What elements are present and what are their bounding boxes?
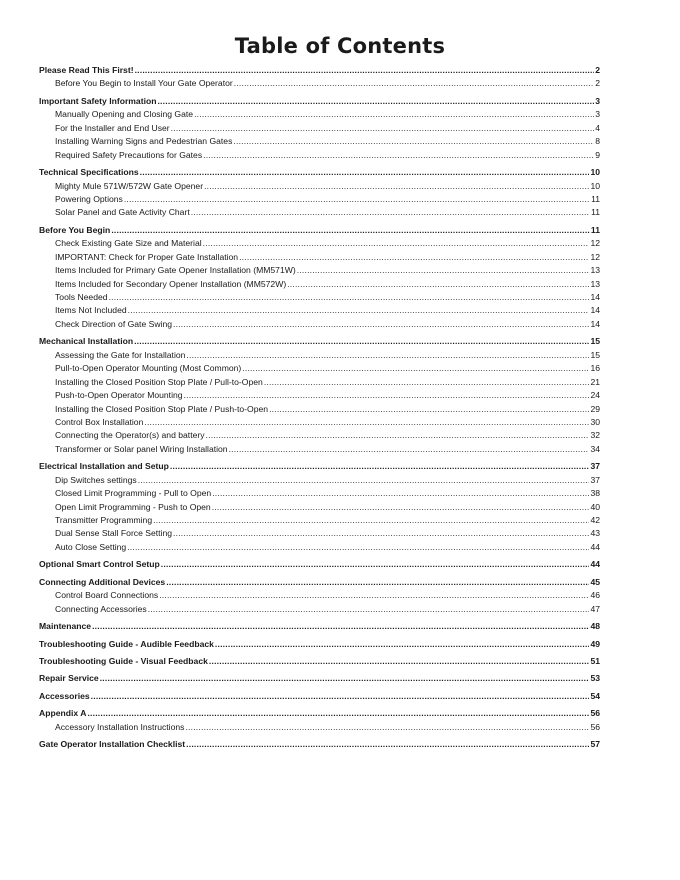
- toc-entry-label: Push-to-Open Operator Mounting: [55, 390, 183, 401]
- dot-leader: [157, 95, 594, 108]
- dot-leader: [203, 237, 590, 250]
- toc-entry[interactable]: [39, 135, 600, 148]
- toc-heading-label: Appendix A: [39, 708, 87, 719]
- toc-page-number: 11: [591, 193, 600, 204]
- toc-section-heading[interactable]: [39, 64, 600, 77]
- toc-page-number: 57: [590, 739, 600, 750]
- toc-page-number: 49: [590, 638, 600, 649]
- toc-section-heading[interactable]: [39, 224, 600, 237]
- toc-page-number: 15: [590, 349, 600, 360]
- toc-section: [39, 655, 600, 668]
- dot-leader: [242, 362, 589, 375]
- toc-page-number: 9: [595, 149, 600, 160]
- toc-entry-label: Solar Panel and Gate Activity Chart: [55, 207, 190, 218]
- dot-leader: [161, 558, 590, 571]
- toc-section: [39, 558, 600, 571]
- toc-entry[interactable]: [39, 193, 600, 206]
- table-of-contents: [39, 64, 600, 756]
- dot-leader: [127, 541, 589, 554]
- toc-entry-label: For the Installer and End User: [55, 122, 170, 133]
- toc-section: [39, 460, 600, 554]
- toc-entry-label: Installing the Closed Position Stop Plate / Push-to-Open: [55, 403, 269, 414]
- toc-heading-label: Mechanical Installation: [39, 336, 134, 347]
- dot-leader: [209, 655, 590, 668]
- dot-leader: [186, 349, 589, 362]
- toc-page-number: 10: [590, 180, 600, 191]
- toc-section-heading[interactable]: [39, 95, 600, 108]
- toc-heading-label: Important Safety Information: [39, 95, 157, 106]
- dot-leader: [229, 443, 590, 456]
- toc-entry[interactable]: [39, 304, 600, 317]
- toc-entry[interactable]: [39, 291, 600, 304]
- dot-leader: [239, 251, 589, 264]
- toc-entry[interactable]: [39, 541, 600, 554]
- toc-page-number: 3: [595, 95, 600, 106]
- dot-leader: [92, 620, 589, 633]
- dot-leader: [170, 460, 590, 473]
- toc-entry-label: Dip Switches settings: [55, 474, 137, 485]
- toc-entry[interactable]: [39, 389, 600, 402]
- toc-section-heading[interactable]: [39, 576, 600, 589]
- toc-page-number: 16: [590, 363, 600, 374]
- toc-page-number: 14: [590, 305, 600, 316]
- toc-section: [39, 672, 600, 685]
- toc-page-number: 11: [590, 224, 600, 235]
- toc-entry-label: Control Board Connections: [55, 590, 159, 601]
- toc-entry-label: Items Included for Primary Gate Opener Installation (MM571W): [55, 265, 296, 276]
- toc-entry-label: Control Box Installation: [55, 416, 144, 427]
- toc-entry[interactable]: [39, 429, 600, 442]
- toc-heading-label: Troubleshooting Guide - Audible Feedback: [39, 638, 214, 649]
- dot-leader: [191, 206, 590, 219]
- toc-entry-label: Before You Begin to Install Your Gate Operator: [55, 78, 233, 89]
- toc-entry[interactable]: [39, 278, 600, 291]
- dot-leader: [173, 527, 589, 540]
- toc-section: [39, 166, 600, 220]
- dot-leader: [206, 429, 590, 442]
- toc-entry[interactable]: [39, 514, 600, 527]
- toc-section-heading[interactable]: [39, 672, 600, 685]
- toc-section-heading[interactable]: [39, 335, 600, 348]
- toc-section-heading[interactable]: [39, 460, 600, 473]
- toc-heading-label: Before You Begin: [39, 224, 111, 235]
- toc-page-number: 2: [595, 78, 600, 89]
- toc-section: [39, 64, 600, 91]
- toc-section-heading[interactable]: [39, 707, 600, 720]
- toc-page-number: 54: [590, 690, 600, 701]
- toc-entry[interactable]: [39, 487, 600, 500]
- toc-section: [39, 95, 600, 162]
- toc-page-number: 11: [591, 207, 600, 218]
- toc-entry[interactable]: [39, 474, 600, 487]
- toc-page-number: 14: [590, 318, 600, 329]
- toc-entry-label: IMPORTANT: Check for Proper Gate Installation: [55, 251, 239, 262]
- toc-entry-label: Pull-to-Open Operator Mounting (Most Common): [55, 363, 242, 374]
- toc-entry-label: Dual Sense Stall Force Setting: [55, 528, 173, 539]
- toc-section: [39, 335, 600, 456]
- toc-page-number: 12: [590, 238, 600, 249]
- toc-entry[interactable]: [39, 443, 600, 456]
- toc-entry[interactable]: [39, 180, 600, 193]
- toc-heading-label: Maintenance: [39, 621, 92, 632]
- toc-entry[interactable]: [39, 501, 600, 514]
- toc-entry-label: Transformer or Solar panel Wiring Installation: [55, 443, 228, 454]
- toc-page-number: 30: [590, 416, 600, 427]
- dot-leader: [203, 149, 594, 162]
- toc-heading-label: Accessories: [39, 690, 90, 701]
- toc-page-number: 45: [590, 576, 600, 587]
- toc-page-number: 37: [590, 474, 600, 485]
- toc-page-number: 13: [590, 265, 600, 276]
- toc-entry-label: Items Not Included: [55, 305, 127, 316]
- toc-page-number: 10: [590, 167, 600, 178]
- toc-page-number: 15: [590, 336, 600, 347]
- toc-page-number: 3: [595, 109, 600, 120]
- toc-page-number: 48: [590, 621, 600, 632]
- toc-page-number: 56: [590, 708, 600, 719]
- toc-entry-label: Connecting Accessories: [55, 603, 147, 614]
- toc-entry[interactable]: [39, 206, 600, 219]
- toc-entry[interactable]: [39, 349, 600, 362]
- toc-entry-label: Assessing the Gate for Installation: [55, 349, 186, 360]
- toc-entry[interactable]: [39, 376, 600, 389]
- dot-leader: [269, 403, 589, 416]
- toc-page-number: 21: [590, 376, 600, 387]
- dot-leader: [153, 514, 589, 527]
- toc-section-heading[interactable]: [39, 620, 600, 633]
- dot-leader: [87, 707, 589, 720]
- toc-entry-label: Installing Warning Signs and Pedestrian Gates: [55, 136, 233, 147]
- dot-leader: [138, 474, 590, 487]
- dot-leader: [109, 291, 590, 304]
- toc-entry-label: Installing the Closed Position Stop Plate / Pull-to-Open: [55, 376, 263, 387]
- toc-entry-label: Closed Limit Programming - Pull to Open: [55, 488, 212, 499]
- dot-leader: [215, 638, 590, 651]
- toc-entry[interactable]: [39, 251, 600, 264]
- dot-leader: [100, 672, 590, 685]
- dot-leader: [212, 501, 590, 514]
- toc-page-number: 56: [590, 721, 600, 732]
- toc-page-number: 8: [595, 136, 600, 147]
- page-title: Table of Contents: [234, 34, 446, 58]
- toc-section: [39, 738, 600, 751]
- dot-leader: [140, 166, 590, 179]
- toc-entry[interactable]: [39, 721, 600, 734]
- toc-page-number: 44: [590, 559, 600, 570]
- toc-page-number: 43: [590, 528, 600, 539]
- dot-leader: [144, 416, 589, 429]
- toc-entry-label: Items Included for Secondary Opener Installation (MM572W): [55, 278, 287, 289]
- dot-leader: [111, 224, 590, 237]
- toc-entry-label: Check Direction of Gate Swing: [55, 318, 173, 329]
- toc-section: [39, 224, 600, 332]
- toc-entry-label: Auto Close Setting: [55, 541, 127, 552]
- toc-entry[interactable]: [39, 237, 600, 250]
- toc-entry-label: Accessory Installation Instructions: [55, 721, 185, 732]
- toc-entry-label: Check Existing Gate Size and Material: [55, 238, 202, 249]
- toc-section: [39, 638, 600, 651]
- toc-entry-label: Tools Needed: [55, 292, 108, 302]
- toc-entry[interactable]: [39, 603, 600, 616]
- dot-leader: [233, 135, 594, 148]
- dot-leader: [171, 122, 595, 135]
- dot-leader: [297, 264, 590, 277]
- dot-leader: [128, 304, 590, 317]
- toc-page-number: 37: [590, 461, 600, 472]
- dot-leader: [185, 721, 589, 734]
- dot-leader: [135, 64, 595, 77]
- dot-leader: [194, 108, 594, 121]
- dot-leader: [287, 278, 589, 291]
- toc-page-number: 40: [590, 501, 600, 512]
- toc-section-heading[interactable]: [39, 690, 600, 703]
- toc-page-number: 14: [590, 292, 600, 302]
- toc-page-number: 34: [590, 443, 600, 454]
- dot-leader: [173, 318, 589, 331]
- toc-page-number: 12: [590, 251, 600, 262]
- toc-entry[interactable]: [39, 108, 600, 121]
- toc-entry-label: Required Safety Precautions for Gates: [55, 149, 203, 160]
- toc-heading-label: Troubleshooting Guide - Visual Feedback: [39, 655, 208, 666]
- toc-page-number: 51: [590, 655, 600, 666]
- toc-page-number: 2: [595, 65, 600, 75]
- toc-entry[interactable]: [39, 122, 600, 135]
- toc-entry-label: Connecting the Operator(s) and battery: [55, 430, 205, 441]
- dot-leader: [186, 738, 589, 751]
- toc-page-number: 32: [590, 430, 600, 441]
- dot-leader: [134, 335, 589, 348]
- toc-page-number: 29: [590, 403, 600, 414]
- dot-leader: [234, 77, 594, 90]
- dot-leader: [184, 389, 590, 402]
- dot-leader: [264, 376, 590, 389]
- toc-entry-label: Transmitter Programming: [55, 515, 153, 525]
- toc-page-number: 47: [590, 603, 600, 614]
- dot-leader: [159, 589, 589, 602]
- toc-entry[interactable]: [39, 318, 600, 331]
- toc-entry-label: Manually Opening and Closing Gate: [55, 109, 194, 120]
- toc-section-heading[interactable]: [39, 638, 600, 651]
- toc-page-number: 38: [590, 488, 600, 499]
- toc-heading-label: Gate Operator Installation Checklist: [39, 739, 186, 750]
- toc-section: [39, 620, 600, 633]
- dot-leader: [124, 193, 590, 206]
- toc-page-number: 24: [590, 390, 600, 401]
- toc-entry-label: Mighty Mule 571W/572W Gate Opener: [55, 180, 204, 191]
- toc-entry[interactable]: [39, 362, 600, 375]
- toc-entry[interactable]: [39, 403, 600, 416]
- toc-entry[interactable]: [39, 264, 600, 277]
- dot-leader: [166, 576, 589, 589]
- toc-page-number: 13: [590, 278, 600, 289]
- toc-page-number: 44: [590, 541, 600, 552]
- toc-section-heading[interactable]: [39, 655, 600, 668]
- toc-page-number: 42: [590, 515, 600, 525]
- toc-entry[interactable]: [39, 527, 600, 540]
- toc-heading-label: Optional Smart Control Setup: [39, 559, 160, 570]
- toc-entry[interactable]: [39, 149, 600, 162]
- dot-leader: [148, 603, 590, 616]
- toc-heading-label: Please Read This First!: [39, 65, 134, 75]
- toc-entry-label: Powering Options: [55, 193, 123, 204]
- dot-leader: [212, 487, 589, 500]
- toc-section-heading[interactable]: [39, 738, 600, 751]
- toc-section-heading[interactable]: [39, 558, 600, 571]
- toc-section: [39, 576, 600, 616]
- toc-heading-label: Technical Specifications: [39, 167, 139, 178]
- toc-heading-label: Repair Service: [39, 673, 99, 684]
- toc-entry-label: Open Limit Programming - Push to Open: [55, 501, 211, 512]
- toc-section: [39, 690, 600, 703]
- dot-leader: [91, 690, 590, 703]
- toc-page-number: 46: [590, 590, 600, 601]
- toc-heading-label: Connecting Additional Devices: [39, 576, 166, 587]
- toc-entry[interactable]: [39, 416, 600, 429]
- toc-entry[interactable]: [39, 77, 600, 90]
- toc-section: [39, 707, 600, 734]
- toc-section-heading[interactable]: [39, 166, 600, 179]
- dot-leader: [204, 180, 589, 193]
- toc-entry[interactable]: [39, 589, 600, 602]
- toc-page-number: 4: [595, 122, 600, 133]
- toc-page-number: 53: [590, 673, 600, 684]
- toc-heading-label: Electrical Installation and Setup: [39, 461, 169, 472]
